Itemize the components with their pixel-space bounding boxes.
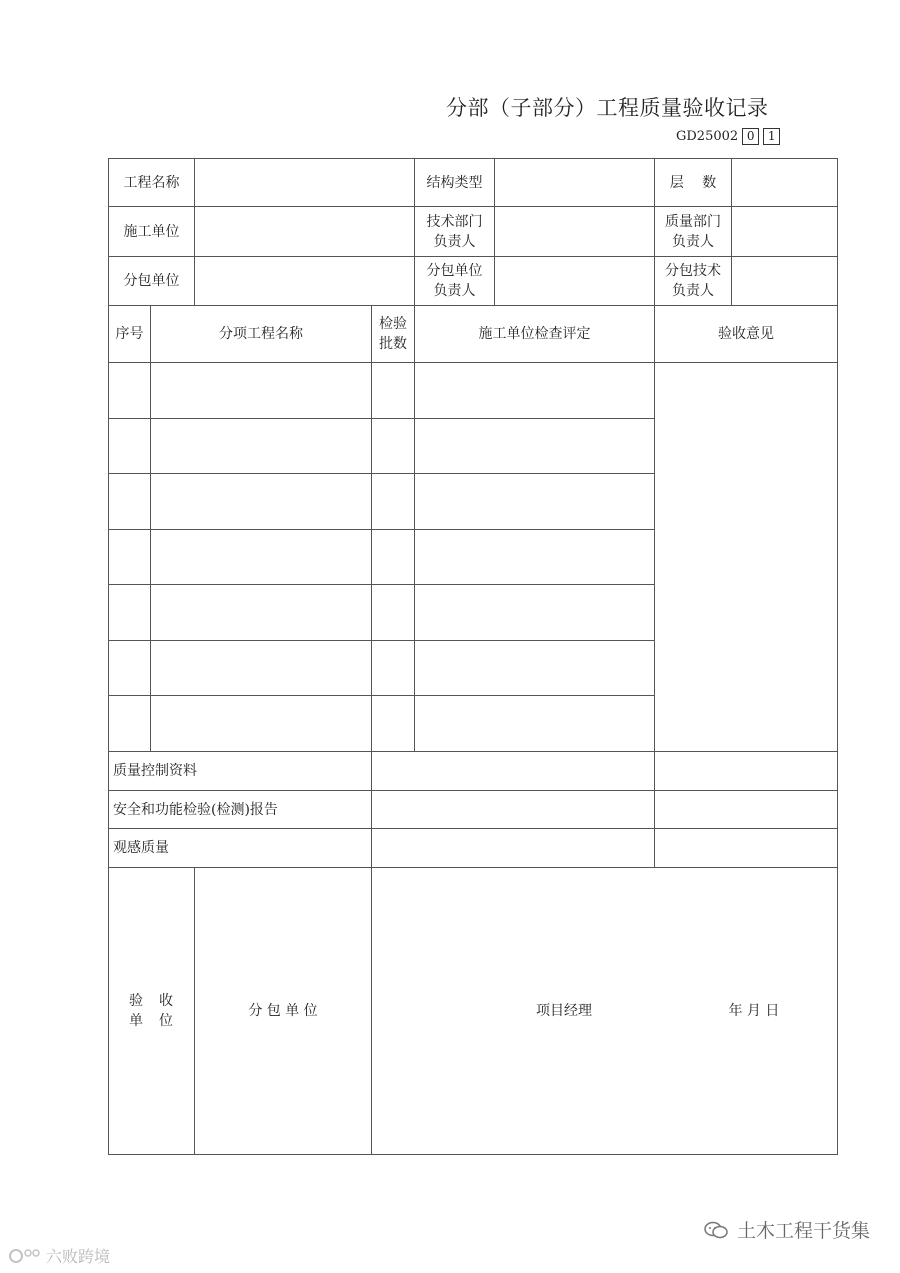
appearance-opinion[interactable] [655,829,838,868]
item-name-cell[interactable] [151,530,372,585]
item-check-cell[interactable] [415,474,655,530]
construction-unit-label: 施工单位 [109,207,195,257]
tech-dept-head-label [415,207,495,257]
item-check-cell[interactable] [415,530,655,585]
item-batch-cell[interactable] [372,585,415,641]
item-name-cell[interactable] [151,474,372,530]
tech-dept-head-label-line: 技术部门 [426,213,483,230]
quality-dept-head-label-line: 质量部门 [665,213,721,230]
item-name-cell[interactable] [151,363,372,419]
subcontract-unit-value[interactable] [195,257,415,306]
item-name-cell[interactable] [151,641,372,696]
safety-report-check[interactable] [372,791,655,829]
col-name-header: 分项工程名称 [151,306,372,363]
structure-type-label: 结构类型 [415,159,495,207]
safety-report-label: 安全和功能检验(检测)报告 [109,791,372,829]
quality-dept-head-value[interactable] [732,207,838,257]
floors-label: 层 数 [655,159,732,207]
quality-docs-check[interactable] [372,752,655,791]
floors-value[interactable] [732,159,838,207]
tech-dept-head-label-line: 负责人 [433,233,476,250]
brand-logo-icon [8,1247,42,1265]
item-check-cell[interactable] [415,585,655,641]
subcontract-unit-label: 分包单位 [109,257,195,306]
item-check-cell[interactable] [415,641,655,696]
item-check-cell[interactable] [415,363,655,419]
quality-docs-label: 质量控制资料 [109,752,372,791]
subcontractor-label: 分 包 单 位 [195,868,372,1155]
quality-dept-head-label-line: 负责人 [672,233,714,250]
sub-tech-head-label [655,257,732,306]
item-name-cell[interactable] [151,696,372,752]
item-index-cell[interactable] [109,474,151,530]
watermark-left [8,1244,110,1267]
col-check-header: 施工单位检查评定 [415,306,655,363]
header-row [109,207,838,257]
header-row [109,257,838,306]
acceptance-row [109,868,838,1155]
appearance-label: 观感质量 [109,829,372,868]
item-index-cell[interactable] [109,363,151,419]
col-batch-header-line: 批数 [379,336,407,352]
col-index-header: 序号 [109,306,151,363]
form-code-prefix: GD25002 [676,129,739,144]
item-batch-cell[interactable] [372,641,415,696]
tech-dept-head-value[interactable] [495,207,655,257]
form-code [676,128,780,145]
summary-row [109,752,838,791]
sub-unit-head-label-line: 负责人 [433,283,476,299]
item-batch-cell[interactable] [372,474,415,530]
wechat-icon [703,1220,729,1240]
sub-unit-head-label [415,257,495,306]
item-index-cell[interactable] [109,696,151,752]
project-name-value[interactable] [195,159,415,207]
item-index-cell[interactable] [109,530,151,585]
project-name-label: 工程名称 [109,159,195,207]
acceptance-signature-cell[interactable] [372,868,838,1155]
items-header-row [109,306,838,363]
acceptance-opinion-cell[interactable] [655,363,838,752]
col-batch-header [372,306,415,363]
form-code-box: 1 [763,128,780,145]
acceptance-record-table [108,158,838,1155]
item-batch-cell[interactable] [372,363,415,419]
watermark-left-text: 六败跨境 [46,1247,111,1266]
item-name-cell[interactable] [151,419,372,474]
col-batch-header-line: 检验 [379,316,407,332]
col-opinion-header: 验收意见 [655,306,838,363]
quality-docs-opinion[interactable] [655,752,838,791]
item-name-cell[interactable] [151,585,372,641]
acceptance-unit-label [109,868,195,1155]
safety-report-opinion[interactable] [655,791,838,829]
date-label: 年 月 日 [728,1003,780,1019]
item-batch-cell[interactable] [372,419,415,474]
watermark-right-text: 土木工程干货集 [736,1220,870,1242]
header-row [109,159,838,207]
document-title: 分部（子部分）工程质量验收记录 [446,96,769,120]
sub-tech-head-label-line: 分包技术 [665,263,721,279]
structure-type-value[interactable] [495,159,655,207]
item-batch-cell[interactable] [372,696,415,752]
item-batch-cell[interactable] [372,530,415,585]
item-check-cell[interactable] [415,419,655,474]
appearance-check[interactable] [372,829,655,868]
acceptance-unit-label-line: 单 位 [129,1013,174,1029]
sub-unit-head-value[interactable] [495,257,655,306]
sub-unit-head-label-line: 分包单位 [426,263,483,279]
sub-tech-head-value[interactable] [732,257,838,306]
summary-row [109,791,838,829]
acceptance-unit-label-line: 验 收 [129,993,174,1009]
item-check-cell[interactable] [415,696,655,752]
construction-unit-value[interactable] [195,207,415,257]
item-index-cell[interactable] [109,585,151,641]
form-code-box: 0 [742,128,759,145]
sub-tech-head-label-line: 负责人 [672,283,714,299]
item-index-cell[interactable] [109,419,151,474]
item-index-cell[interactable] [109,641,151,696]
watermark-right [703,1216,870,1243]
item-row [109,363,838,419]
project-manager-label: 项目经理 [536,1003,592,1019]
summary-row [109,829,838,868]
quality-dept-head-label [655,207,732,257]
